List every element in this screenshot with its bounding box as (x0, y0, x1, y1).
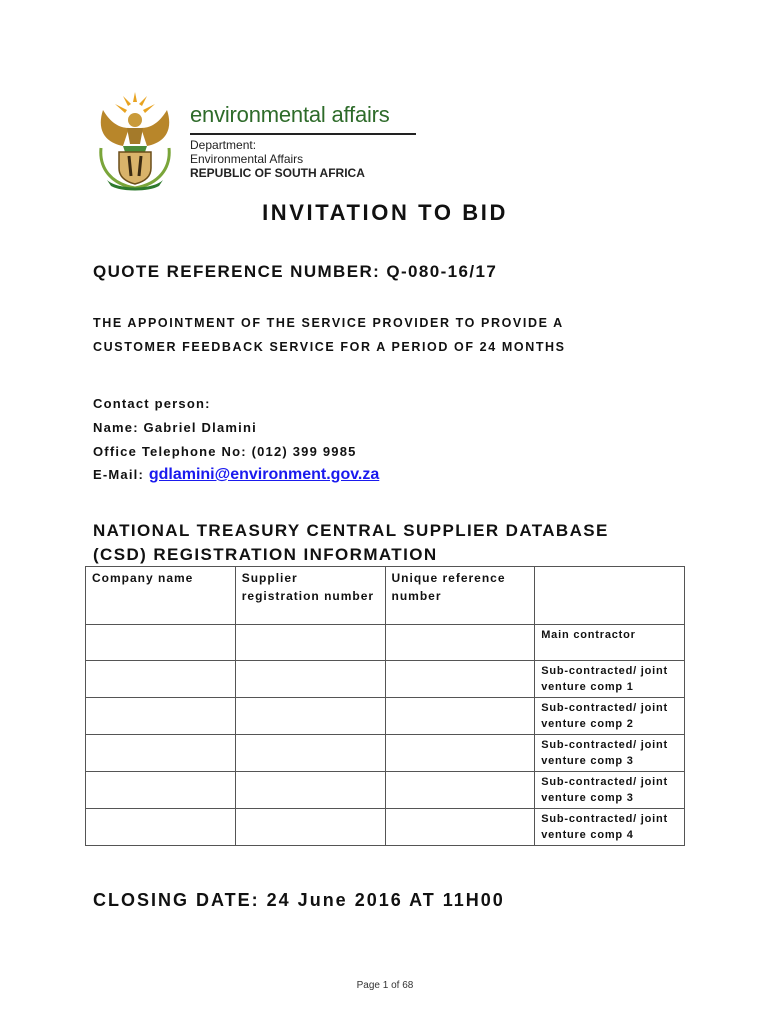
table-row (86, 625, 685, 661)
table-row (86, 735, 685, 772)
supplier-registration-cell[interactable] (235, 772, 385, 809)
supplier-registration-cell[interactable] (235, 735, 385, 772)
company-name-cell[interactable] (86, 698, 236, 735)
csd-heading-line-2: (CSD) REGISTRATION INFORMATION (93, 545, 438, 564)
department-logo (93, 88, 423, 192)
role-cell: Sub-contracted/ joint venture comp 3 (535, 735, 685, 772)
contact-phone: Office Telephone No: (012) 399 9985 (93, 444, 357, 459)
unique-reference-cell[interactable] (385, 698, 535, 735)
column-header-role (535, 567, 685, 625)
logo-title: environmental affairs (190, 102, 390, 127)
column-header-unique-reference: Unique reference number (385, 567, 535, 625)
logo-department-label: Department: (190, 138, 257, 152)
quote-reference-number: QUOTE REFERENCE NUMBER: Q-080-16/17 (93, 262, 498, 281)
unique-reference-cell[interactable] (385, 809, 535, 846)
logo-country: REPUBLIC OF SOUTH AFRICA (190, 166, 365, 180)
company-name-cell[interactable] (86, 735, 236, 772)
role-cell: Sub-contracted/ joint venture comp 2 (535, 698, 685, 735)
document-title: INVITATION TO BID (262, 200, 508, 225)
table-row (86, 661, 685, 698)
table-header-row (86, 567, 685, 625)
email-label: E-Mail: (93, 467, 149, 482)
company-name-cell[interactable] (86, 625, 236, 661)
description-line-1: THE APPOINTMENT OF THE SERVICE PROVIDER TO PROVIDE A (93, 316, 564, 330)
table-row (86, 772, 685, 809)
role-cell: Main contractor (535, 625, 685, 661)
supplier-registration-cell[interactable] (235, 625, 385, 661)
role-cell: Sub-contracted/ joint venture comp 4 (535, 809, 685, 846)
company-name-cell[interactable] (86, 809, 236, 846)
supplier-registration-cell[interactable] (235, 698, 385, 735)
role-cell: Sub-contracted/ joint venture comp 1 (535, 661, 685, 698)
contact-email-row (93, 466, 379, 484)
email-link[interactable]: gdlamini@environment.gov.za (148, 466, 380, 483)
unique-reference-cell[interactable] (385, 772, 535, 809)
company-name-cell[interactable] (86, 661, 236, 698)
csd-heading-line-1: NATIONAL TREASURY CENTRAL SUPPLIER DATABASE (93, 521, 609, 540)
role-cell: Sub-contracted/ joint venture comp 3 (535, 772, 685, 809)
table-row (86, 809, 685, 846)
unique-reference-cell[interactable] (385, 661, 535, 698)
column-header-company-name: Company name (86, 567, 236, 625)
column-header-supplier-registration: Supplier registration number (235, 567, 385, 625)
logo-department-name: Environmental Affairs (190, 152, 304, 166)
unique-reference-cell[interactable] (385, 735, 535, 772)
unique-reference-cell[interactable] (385, 625, 535, 661)
company-name-cell[interactable] (86, 772, 236, 809)
coat-of-arms-icon (93, 88, 177, 192)
contact-heading: Contact person: (93, 396, 211, 411)
page-number: Page 1 of 68 (356, 980, 414, 991)
logo-divider (190, 133, 416, 135)
contact-name: Name: Gabriel Dlamini (93, 420, 257, 435)
supplier-registration-cell[interactable] (235, 809, 385, 846)
supplier-registration-cell[interactable] (235, 661, 385, 698)
closing-date: CLOSING DATE: 24 June 2016 AT 11H00 (93, 890, 505, 910)
table-row (86, 698, 685, 735)
description-line-2: CUSTOMER FEEDBACK SERVICE FOR A PERIOD OF 24 MONTHS (93, 340, 566, 354)
csd-registration-table (85, 566, 685, 846)
